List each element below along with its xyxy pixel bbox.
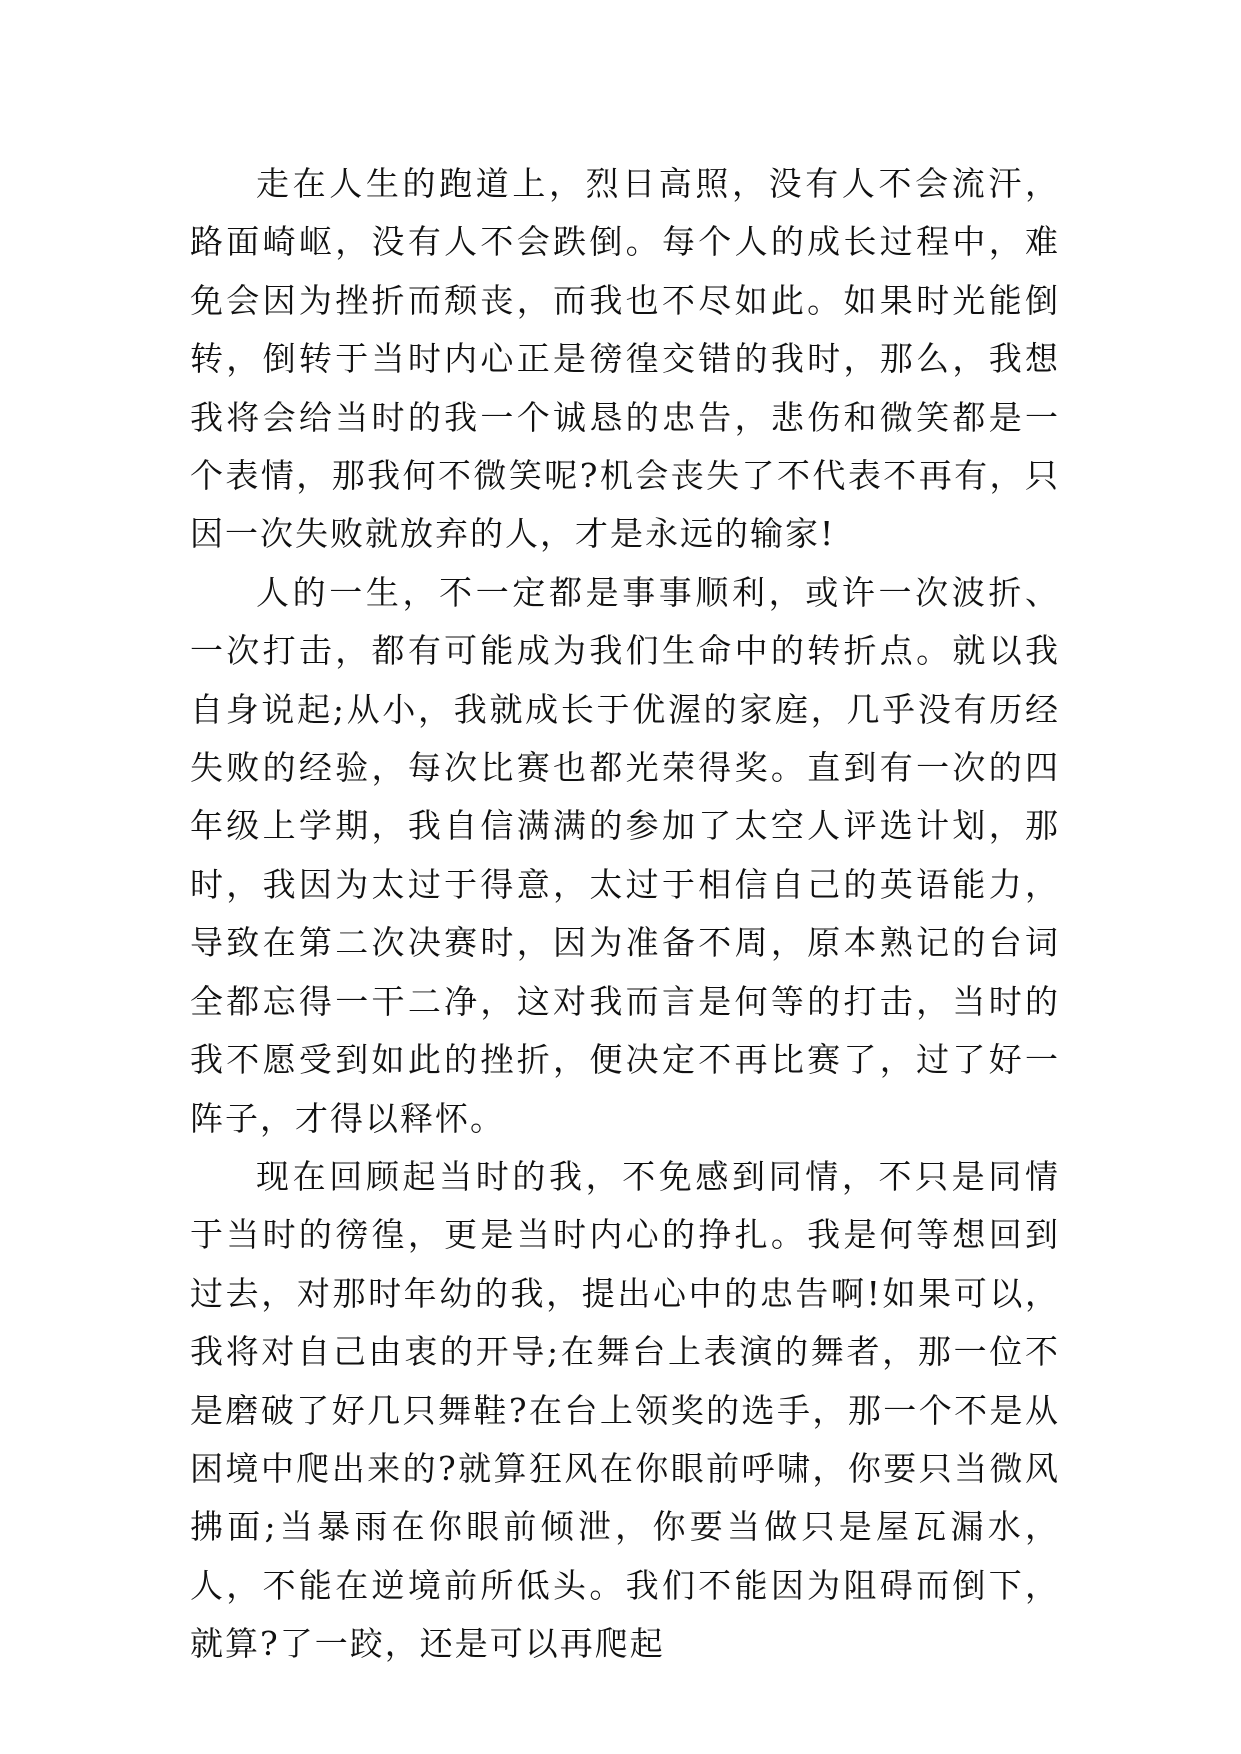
paragraph-2: 人的一生，不一定都是事事顺利，或许一次波折、一次打击，都有可能成为我们生命中的转折点。就以我自身说起;从小，我就成长于优渥的家庭，几乎没有历经失败的经验，每次比赛也都光荣得奖。直到有一次的四年级上学期，我自信满满的参加了太空人评选计划，那时，我因为太过于得意，太过于相信自己的英语能力，导致在第二次决赛时，因为准备不周，原本熟记的台词全都忘得一干二净，这对我而言是何等的打击，当时的我不愿受到如此的挫折，便决定不再比赛了，过了好一阵子，才得以释怀。	[190, 572, 1060, 1138]
paragraph-3: 现在回顾起当时的我，不免感到同情，不只是同情于当时的徬徨，更是当时内心的挣扎。我是何等想回到过去，对那时年幼的我，提出心中的忠告啊!如果可以，我将对自己由衷的开导;在舞台上表演的舞者，那一位不是磨破了好几只舞鞋?在台上领奖的选手，那一个不是从困境中爬出来的?就算狂风在你眼前呼啸，你要只当微风拂面;当暴雨在你眼前倾泄，你要当做只是屋瓦漏水，人，不能在逆境前所低头。我们不能因为阻碍而倒下，就算?了一跤，还是可以再爬起	[190, 1156, 1060, 1664]
paragraph-1: 走在人生的跑道上，烈日高照，没有人不会流汗，路面崎岖，没有人不会跌倒。每个人的成长过程中，难免会因为挫折而颓丧，而我也不尽如此。如果时光能倒转，倒转于当时内心正是徬徨交错的我时，那么，我想我将会给当时的我一个诚恳的忠告，悲伤和微笑都是一个表情，那我何不微笑呢?机会丧失了不代表不再有，只因一次失败就放弃的人，才是永远的输家!	[190, 164, 1060, 554]
document-body	[190, 155, 1060, 1674]
